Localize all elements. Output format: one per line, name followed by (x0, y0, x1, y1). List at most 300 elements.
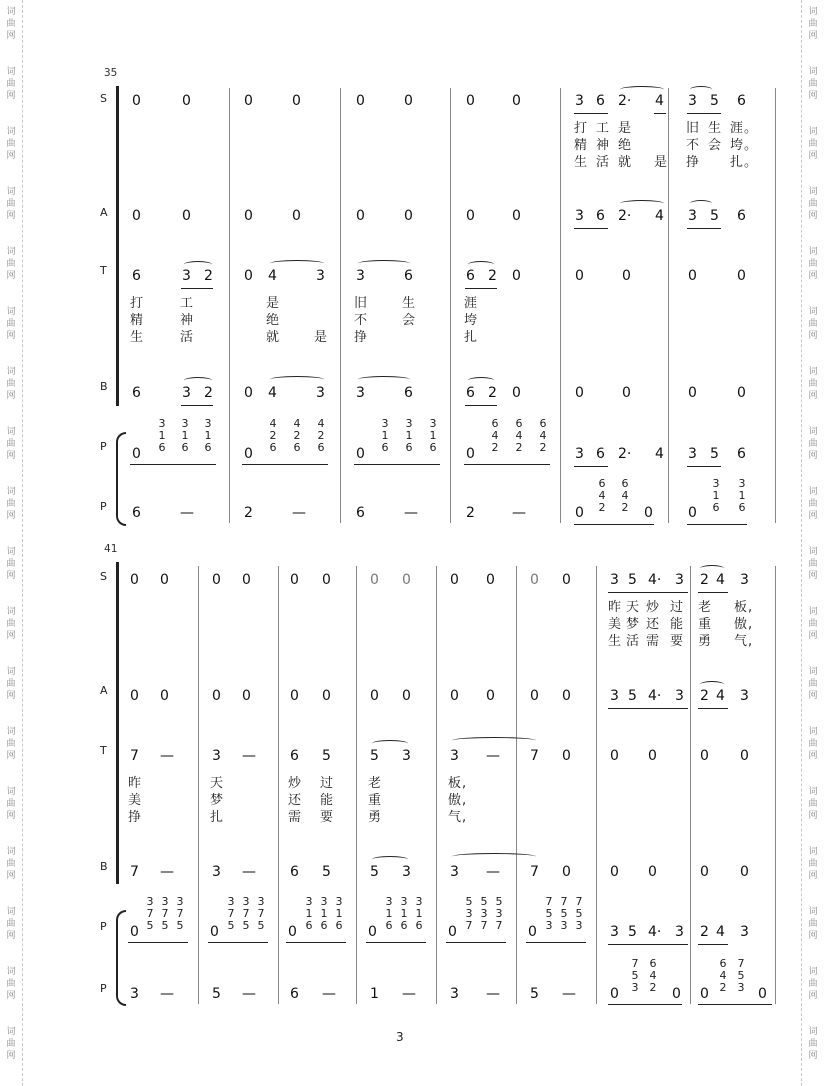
rest: 0 (512, 93, 521, 109)
rest: 0 (182, 208, 191, 224)
lyric: 精 (130, 313, 145, 328)
note: 2 (244, 505, 253, 521)
chord: 7 5 3 (560, 895, 568, 932)
rest: 0 (160, 688, 169, 704)
note: 4 (655, 93, 664, 109)
note: 5 (212, 986, 221, 1002)
rest: 0 (290, 572, 299, 588)
lyric: 梦 (626, 617, 641, 632)
rest: 0 (688, 385, 697, 401)
note: 0 (356, 446, 365, 462)
slur (468, 377, 494, 384)
note: 2· (618, 208, 632, 224)
lyric: 傲, (448, 793, 468, 808)
lyric: 重 (698, 617, 713, 632)
watermark-group: 词 曲 网 (808, 907, 818, 941)
barline (340, 88, 341, 523)
lyric: 挣 (128, 810, 143, 825)
rest: 0 (242, 688, 251, 704)
note: — (292, 505, 306, 521)
lyric: 昨 (608, 600, 623, 615)
note: 3 (402, 748, 411, 764)
lyric: 生 (574, 155, 589, 170)
chord: 7 5 3 (631, 957, 639, 994)
note: 2· (618, 446, 632, 462)
note: 6 (737, 208, 746, 224)
lyric: 生 (130, 330, 145, 345)
underline (698, 708, 728, 709)
note: 2 (204, 268, 213, 284)
note: 4 (716, 572, 725, 588)
underline (574, 466, 608, 467)
note: 2· (618, 93, 632, 109)
rest: 0 (292, 208, 301, 224)
note: 3 (575, 208, 584, 224)
underline (465, 405, 497, 406)
rest: 0 (244, 93, 253, 109)
watermark-group: 词 曲 网 (808, 427, 818, 461)
lyric: 傲, (734, 617, 754, 632)
watermark-group: 词 曲 网 (808, 487, 818, 521)
rest: 0 (610, 748, 619, 764)
chord: 4 2 6 (317, 417, 325, 454)
note: 3 (130, 986, 139, 1002)
lyric: 美 (608, 617, 623, 632)
watermark-group: 词 曲 网 (6, 847, 16, 881)
note: 3 (450, 748, 459, 764)
chord: 3 1 6 (429, 417, 437, 454)
lyric: 活 (596, 155, 611, 170)
barline (668, 88, 669, 523)
lyric: 老 (368, 776, 383, 791)
barline (450, 88, 451, 523)
note: 1 (370, 986, 379, 1002)
lyric: 需 (646, 634, 661, 649)
lyric: 需 (288, 810, 303, 825)
underline (608, 708, 688, 709)
note: 6 (132, 385, 141, 401)
slur (452, 737, 536, 744)
piano-brace (116, 910, 126, 1006)
barline (775, 566, 776, 1004)
chord: 7 5 3 (545, 895, 553, 932)
lyric: 精 (574, 138, 589, 153)
watermark-group: 词 曲 网 (6, 1027, 16, 1061)
part-label-alto: A (100, 684, 108, 697)
note: 3 (450, 864, 459, 880)
chord: 3 1 6 (385, 895, 393, 932)
note: 7 (530, 864, 539, 880)
note: 2 (488, 268, 497, 284)
note: 5 (530, 986, 539, 1002)
slur (358, 376, 410, 383)
rest: 0 (466, 93, 475, 109)
underline (354, 464, 440, 465)
note: 6 (466, 268, 475, 284)
note: 2 (700, 688, 709, 704)
rest: 0 (404, 208, 413, 224)
chord: 3 1 6 (712, 477, 720, 514)
lyric: 是 (654, 155, 669, 170)
rest: 0 (370, 688, 379, 704)
lyric: 炒 (288, 776, 303, 791)
lyric: 生 (402, 296, 417, 311)
underline (130, 464, 216, 465)
rest: 0 (182, 93, 191, 109)
note: 3 (610, 924, 619, 940)
note: — (562, 986, 576, 1002)
note: 5 (628, 688, 637, 704)
note: 3 (675, 924, 684, 940)
underline (574, 524, 654, 525)
watermark-group: 词 曲 网 (808, 667, 818, 701)
watermark-group: 词 曲 网 (808, 787, 818, 821)
slur (270, 260, 324, 267)
note: — (160, 748, 174, 764)
rest: 0 (486, 688, 495, 704)
chord: 3 1 6 (738, 477, 746, 514)
watermark-group: 词 曲 网 (808, 127, 818, 161)
lyric: 涯 (464, 296, 479, 311)
rest: 0 (132, 208, 141, 224)
slur (700, 565, 724, 572)
lyric: 就 (266, 330, 281, 345)
chord: 6 4 2 (598, 477, 606, 514)
note: 5 (370, 748, 379, 764)
note: 4· (648, 572, 662, 588)
note: 3 (356, 385, 365, 401)
lyric: 工 (180, 296, 195, 311)
note: 2 (700, 572, 709, 588)
rest: 0 (160, 572, 169, 588)
note: 3 (316, 385, 325, 401)
note: 4 (655, 446, 664, 462)
barline (356, 566, 357, 1004)
measure-number: 35 (104, 66, 118, 79)
chord: 3 1 6 (405, 417, 413, 454)
note: 0 (132, 446, 141, 462)
barline (560, 88, 561, 523)
lyric: 板, (448, 776, 468, 791)
lyric: 气, (734, 634, 754, 649)
barline (775, 88, 776, 523)
rest: 0 (402, 572, 411, 588)
rest: 0 (575, 385, 584, 401)
lyric: 老 (698, 600, 713, 615)
chord: 3 7 5 (242, 895, 250, 932)
watermark-group: 词 曲 网 (6, 187, 16, 221)
note: 6 (466, 385, 475, 401)
underline (608, 592, 688, 593)
note: 4 (716, 924, 725, 940)
watermark-group: 词 曲 网 (6, 967, 16, 1001)
note: 6 (596, 446, 605, 462)
note: 0 (244, 446, 253, 462)
chord: 7 5 3 (737, 957, 745, 994)
underline (687, 228, 721, 229)
lyric: 垮 (464, 313, 479, 328)
chord: 7 5 3 (575, 895, 583, 932)
lyric: 还 (288, 793, 303, 808)
watermark-group: 词 曲 网 (808, 67, 818, 101)
lyric: 气, (448, 810, 468, 825)
watermark-group: 词 曲 网 (6, 307, 16, 341)
watermark-group: 词 曲 网 (6, 247, 16, 281)
slur (700, 681, 724, 688)
lyric: 天 (626, 600, 641, 615)
slur (270, 376, 324, 383)
rest: 0 (322, 688, 331, 704)
chord: 6 4 2 (621, 477, 629, 514)
watermark-group: 词 曲 网 (6, 907, 16, 941)
rest: 0 (700, 748, 709, 764)
note: 5 (628, 572, 637, 588)
note: 0 (368, 924, 377, 940)
watermark-group: 词 曲 网 (6, 127, 16, 161)
note: 3 (182, 385, 191, 401)
lyric: 挣 (686, 155, 701, 170)
note: 6 (737, 93, 746, 109)
rest: 0 (322, 572, 331, 588)
chord: 6 4 2 (515, 417, 523, 454)
note: — (486, 864, 500, 880)
part-label-soprano: S (100, 92, 107, 105)
piano-brace (116, 432, 126, 526)
lyric: 过 (670, 600, 685, 615)
note: 7 (130, 748, 139, 764)
note: 5 (322, 748, 331, 764)
note: — (242, 864, 256, 880)
note: 3 (740, 688, 749, 704)
part-label-piano-upper: P (100, 920, 107, 933)
note: 0 (288, 924, 297, 940)
note: 3 (675, 572, 684, 588)
note: 3 (675, 688, 684, 704)
lyric: 涯。 (730, 121, 759, 136)
underline (526, 942, 586, 943)
note: 3 (688, 446, 697, 462)
slur (690, 86, 712, 93)
note: — (486, 986, 500, 1002)
note: 0 (700, 986, 709, 1002)
note: 0 (688, 505, 697, 521)
note: 5 (710, 446, 719, 462)
rest: 0 (370, 572, 379, 588)
rest: 0 (244, 208, 253, 224)
underline (687, 466, 721, 467)
part-label-piano-upper: P (100, 440, 107, 453)
note: 3 (688, 93, 697, 109)
lyric: 绝 (618, 138, 633, 153)
note: 3 (575, 93, 584, 109)
note: — (242, 748, 256, 764)
rest: 0 (648, 748, 657, 764)
page-number: 3 (396, 1030, 404, 1044)
rest: 0 (212, 688, 221, 704)
part-label-piano-lower: P (100, 500, 107, 513)
part-label-bass: B (100, 860, 108, 873)
rest: 0 (290, 688, 299, 704)
note: 3 (575, 446, 584, 462)
watermark-group: 词 曲 网 (808, 1027, 818, 1061)
chord: 6 4 2 (719, 957, 727, 994)
underline (608, 944, 688, 945)
slur (620, 86, 664, 93)
lyric: 不 (354, 313, 369, 328)
slur (184, 377, 212, 384)
slur (372, 856, 408, 863)
watermark-group: 词 曲 网 (808, 7, 818, 41)
underline (464, 464, 550, 465)
note: 5 (370, 864, 379, 880)
underline (181, 405, 213, 406)
chord: 5 3 7 (495, 895, 503, 932)
barline (278, 566, 279, 1004)
note: 0 (210, 924, 219, 940)
note: 3 (450, 986, 459, 1002)
note: 0 (466, 446, 475, 462)
chord: 4 2 6 (293, 417, 301, 454)
underline (366, 942, 426, 943)
rest: 0 (212, 572, 221, 588)
watermark-group: 词 曲 网 (808, 607, 818, 641)
note: 3 (182, 268, 191, 284)
rest: 0 (575, 268, 584, 284)
note: — (512, 505, 526, 521)
slur (690, 200, 712, 207)
lyric: 不 (686, 138, 701, 153)
note: 0 (610, 986, 619, 1002)
note: 0 (562, 864, 571, 880)
underline (465, 288, 497, 289)
rest: 0 (130, 572, 139, 588)
chord: 3 1 6 (381, 417, 389, 454)
rest: 0 (688, 268, 697, 284)
note: 0 (562, 748, 571, 764)
underline (128, 942, 188, 943)
chord: 3 7 5 (257, 895, 265, 932)
chord: 3 7 5 (176, 895, 184, 932)
barline (516, 566, 517, 1004)
note: 5 (628, 924, 637, 940)
underline (446, 942, 506, 943)
underline (654, 113, 666, 114)
lyric: 神 (596, 138, 611, 153)
chord: 5 3 7 (480, 895, 488, 932)
note: 3 (402, 864, 411, 880)
watermark-group: 词 曲 网 (6, 547, 16, 581)
lyric: 天 (210, 776, 225, 791)
note: 5 (710, 208, 719, 224)
underline (208, 942, 268, 943)
chord: 3 7 5 (227, 895, 235, 932)
chord: 3 1 6 (158, 417, 166, 454)
note: 3 (688, 208, 697, 224)
part-label-soprano: S (100, 570, 107, 583)
note: — (180, 505, 194, 521)
note: 6 (290, 748, 299, 764)
watermark-group: 词 曲 网 (6, 787, 16, 821)
watermark-group: 词 曲 网 (808, 847, 818, 881)
watermark-group: 词 曲 网 (6, 487, 16, 521)
note: 2 (466, 505, 475, 521)
lyric: 是 (266, 296, 281, 311)
chord: 3 1 6 (320, 895, 328, 932)
rest: 0 (356, 93, 365, 109)
watermark-group: 词 曲 网 (808, 547, 818, 581)
lyric: 挣 (354, 330, 369, 345)
note: 0 (528, 924, 537, 940)
watermark-group: 词 曲 网 (6, 667, 16, 701)
rest: 0 (700, 864, 709, 880)
lyric: 旧 (686, 121, 701, 136)
lyric: 还 (646, 617, 661, 632)
rest: 0 (740, 748, 749, 764)
note: 2 (488, 385, 497, 401)
lyric: 扎。 (730, 155, 759, 170)
right-watermark-strip (801, 0, 824, 1086)
underline (608, 1004, 682, 1005)
note: 0 (244, 268, 253, 284)
rest: 0 (292, 93, 301, 109)
rest: 0 (740, 864, 749, 880)
lyric: 活 (626, 634, 641, 649)
barline (198, 566, 199, 1004)
note: 3 (356, 268, 365, 284)
watermark-group: 词 曲 网 (808, 727, 818, 761)
note: 2 (700, 924, 709, 940)
note: 7 (130, 864, 139, 880)
lyric: 打 (130, 296, 145, 311)
underline (698, 592, 728, 593)
part-label-tenor: T (100, 744, 107, 757)
watermark-group: 词 曲 网 (808, 307, 818, 341)
lyric: 要 (670, 634, 685, 649)
rest: 0 (242, 572, 251, 588)
choir-bracket (116, 86, 125, 406)
note: 6 (356, 505, 365, 521)
chord: 6 4 2 (491, 417, 499, 454)
note: 3 (212, 748, 221, 764)
note: 6 (404, 385, 413, 401)
rest: 0 (530, 572, 539, 588)
rest: 0 (622, 385, 631, 401)
note: 7 (530, 748, 539, 764)
rest: 0 (737, 385, 746, 401)
note: 3 (316, 268, 325, 284)
barline (229, 88, 230, 523)
watermark-group: 词 曲 网 (808, 247, 818, 281)
lyric: 勇 (368, 810, 383, 825)
note: 3 (740, 572, 749, 588)
chord: 3 1 6 (400, 895, 408, 932)
chord: 3 1 6 (415, 895, 423, 932)
chord: 5 3 7 (465, 895, 473, 932)
note: 0 (130, 924, 139, 940)
lyric: 重 (368, 793, 383, 808)
watermark-group: 词 曲 网 (6, 607, 16, 641)
note: 6 (290, 864, 299, 880)
lyric: 生 (608, 634, 623, 649)
rest: 0 (450, 572, 459, 588)
note: 4· (648, 688, 662, 704)
watermark-group: 词 曲 网 (808, 367, 818, 401)
watermark-group: 词 曲 网 (808, 187, 818, 221)
note: 6 (596, 208, 605, 224)
slur (358, 260, 410, 267)
left-watermark-strip (0, 0, 23, 1086)
barline (596, 566, 597, 1004)
